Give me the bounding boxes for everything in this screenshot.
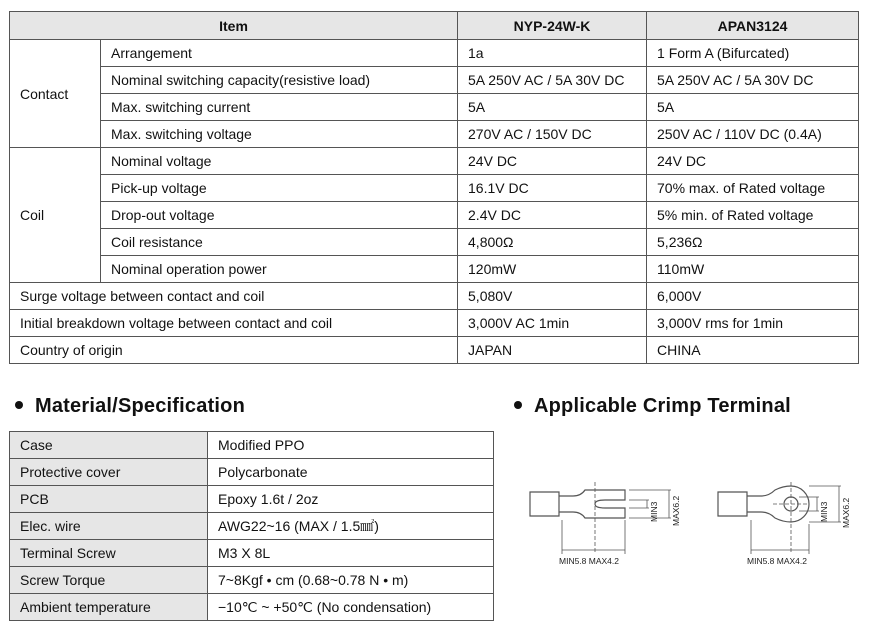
material-value: Polycarbonate (208, 459, 494, 486)
row-apan: CHINA (647, 337, 859, 364)
material-key: Case (10, 432, 208, 459)
crimp-section-title (514, 395, 791, 418)
row-apan: 24V DC (647, 148, 859, 175)
row-nyp: 5,080V (458, 283, 647, 310)
bullet-icon (15, 401, 23, 409)
fork-min-label: MIN3 (649, 501, 659, 522)
ring-min-label: MIN3 (819, 501, 829, 522)
table-row (10, 540, 494, 567)
table-row (10, 310, 859, 337)
row-item: Coil resistance (101, 229, 458, 256)
row-nyp: 16.1V DC (458, 175, 647, 202)
header-item: Item (10, 12, 458, 40)
ring-bottom-label: MIN5.8 MAX4.2 (747, 556, 807, 566)
table-row (10, 459, 494, 486)
table-row (10, 567, 494, 594)
material-value: −10℃ ~ +50℃ (No condensation) (208, 594, 494, 621)
row-nyp: JAPAN (458, 337, 647, 364)
row-apan: 110mW (647, 256, 859, 283)
fork-bottom-label: MIN5.8 MAX4.2 (559, 556, 619, 566)
row-apan: 5,236Ω (647, 229, 859, 256)
table-row (10, 121, 859, 148)
row-nyp: 1a (458, 40, 647, 67)
row-nyp: 270V AC / 150V DC (458, 121, 647, 148)
group-contact: Contact (10, 40, 101, 148)
row-apan: 5A 250V AC / 5A 30V DC (647, 67, 859, 94)
table-row (10, 337, 859, 364)
row-item: Nominal voltage (101, 148, 458, 175)
table-row (10, 94, 859, 121)
row-item: Initial breakdown voltage between contact and coil (10, 310, 458, 337)
header-apan: APAN3124 (647, 12, 859, 40)
table-row (10, 594, 494, 621)
fork-barrel (530, 492, 559, 516)
row-apan: 70% max. of Rated voltage (647, 175, 859, 202)
row-nyp: 2.4V DC (458, 202, 647, 229)
table-row (10, 432, 494, 459)
fork-terminal-drawing (525, 478, 695, 570)
table-row (10, 486, 494, 513)
table-row (10, 175, 859, 202)
row-apan: 3,000V rms for 1min (647, 310, 859, 337)
material-value: Modified PPO (208, 432, 494, 459)
table-row (10, 283, 859, 310)
material-key: Protective cover (10, 459, 208, 486)
bullet-icon (514, 401, 522, 409)
crimp-title-text: Applicable Crimp Terminal (534, 395, 791, 417)
material-key: Terminal Screw (10, 540, 208, 567)
row-nyp: 4,800Ω (458, 229, 647, 256)
material-key: Ambient temperature (10, 594, 208, 621)
material-table (9, 431, 494, 621)
material-value: M3 X 8L (208, 540, 494, 567)
table-row (10, 148, 859, 175)
row-apan: 6,000V (647, 283, 859, 310)
table-row (10, 513, 494, 540)
material-value: AWG22~16 (MAX / 1.5㎟) (208, 513, 494, 540)
group-coil: Coil (10, 148, 101, 283)
ring-barrel (718, 492, 747, 516)
row-apan: 5% min. of Rated voltage (647, 202, 859, 229)
material-title-text: Material/Specification (35, 395, 246, 417)
row-apan: 1 Form A (Bifurcated) (647, 40, 859, 67)
row-item: Max. switching current (101, 94, 458, 121)
row-item: Surge voltage between contact and coil (10, 283, 458, 310)
row-nyp: 3,000V AC 1min (458, 310, 647, 337)
row-nyp: 24V DC (458, 148, 647, 175)
material-section-title (15, 395, 245, 418)
spec-comparison-table (9, 11, 859, 364)
material-value: 7~8Kgf • cm (0.68~0.78 N • m) (208, 567, 494, 594)
fork-outline (559, 490, 625, 518)
table-row (10, 202, 859, 229)
material-key: PCB (10, 486, 208, 513)
row-item: Max. switching voltage (101, 121, 458, 148)
material-value: Epoxy 1.6t / 2oz (208, 486, 494, 513)
table-row (10, 229, 859, 256)
ring-max-label: MAX6.2 (841, 497, 851, 528)
row-item: Drop-out voltage (101, 202, 458, 229)
table-row (10, 67, 859, 94)
material-key: Screw Torque (10, 567, 208, 594)
row-item: Arrangement (101, 40, 458, 67)
row-apan: 250V AC / 110V DC (0.4A) (647, 121, 859, 148)
row-item: Pick-up voltage (101, 175, 458, 202)
fork-max-label: MAX6.2 (671, 495, 681, 526)
row-item: Nominal switching capacity(resistive load) (101, 67, 458, 94)
material-key: Elec. wire (10, 513, 208, 540)
spec-header-row (10, 12, 859, 40)
row-nyp: 5A (458, 94, 647, 121)
ring-terminal-drawing (713, 478, 863, 570)
header-nyp: NYP-24W-K (458, 12, 647, 40)
table-row (10, 256, 859, 283)
row-item: Country of origin (10, 337, 458, 364)
row-nyp: 120mW (458, 256, 647, 283)
row-apan: 5A (647, 94, 859, 121)
row-nyp: 5A 250V AC / 5A 30V DC (458, 67, 647, 94)
row-item: Nominal operation power (101, 256, 458, 283)
table-row (10, 40, 859, 67)
